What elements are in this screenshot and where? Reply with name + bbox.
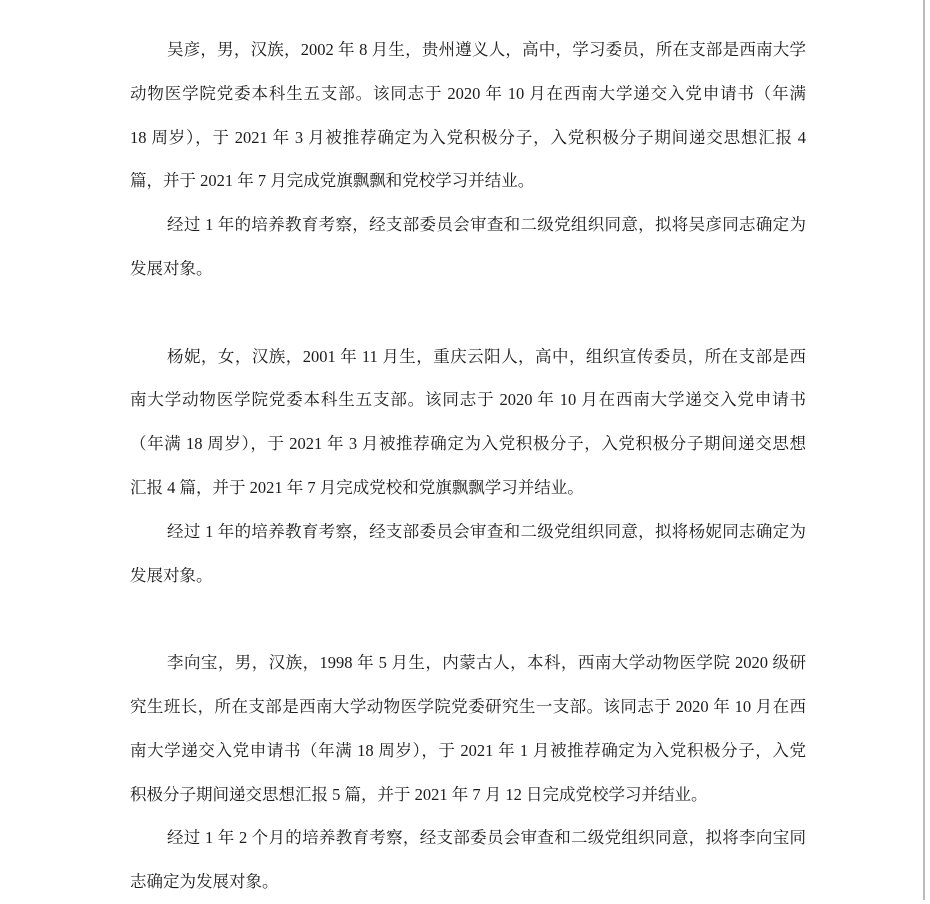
text-line: 经过 1 年 2 个月的培养教育考察，经支部委员会审查和二级党组织同意，拟将李向宝同 <box>167 828 806 848</box>
document-content <box>130 28 806 904</box>
blank-line <box>130 597 806 641</box>
text-line: 经过 1 年的培养教育考察，经支部委员会审查和二级党组织同意，拟将杨妮同志确定为 <box>167 521 806 541</box>
text-line: 积极分子期间递交思想汇报 5 篇，并于 2021 年 7 月 12 日完成党校学习并结业。 <box>130 784 708 804</box>
text-line: 18 周岁），于 2021 年 3 月被推荐确定为入党积极分子，入党积极分子期间递交思想汇报 4 <box>130 127 806 147</box>
text-line: 究生班长，所在支部是西南大学动物医学院党委研究生一支部。该同志于 2020 年 10 月在西 <box>130 696 806 716</box>
paragraph-decision <box>130 203 806 291</box>
text-line: 吴彦，男，汉族，2002 年 8 月生，贵州遵义人，高中，学习委员，所在支部是西南大学 <box>167 40 806 59</box>
paragraph-intro <box>130 641 806 816</box>
text-line: （年满 18 周岁），于 2021 年 3 月被推荐确定为入党积极分子，入党积极分子期间递交思想 <box>130 434 806 454</box>
text-line: 杨妮，女，汉族，2001 年 11 月生，重庆云阳人，高中，组织宣传委员，所在支部是西 <box>167 346 806 366</box>
entry-wu-yan <box>130 28 806 291</box>
entry-li-xiangbao <box>130 641 806 904</box>
text-line: 南大学动物医学院党委本科生五支部。该同志于 2020 年 10 月在西南大学递交入党申请书 <box>130 390 806 410</box>
text-line: 动物医学院党委本科生五支部。该同志于 2020 年 10 月在西南大学递交入党申请书（年满 <box>130 83 806 103</box>
paragraph-decision <box>130 510 806 598</box>
text-line: 李向宝，男，汉族，1998 年 5 月生，内蒙古人，本科，西南大学动物医学院 2020 级研 <box>167 653 806 673</box>
text-line: 发展对象。 <box>130 258 213 278</box>
text-line: 南大学递交入党申请书（年满 18 周岁），于 2021 年 1 月被推荐确定为入党积极分子，入党 <box>130 740 806 760</box>
text-line: 志确定为发展对象。 <box>130 872 279 892</box>
text-line: 发展对象。 <box>130 565 213 585</box>
text-line: 篇，并于 2021 年 7 月完成党旗飘飘和党校学习并结业。 <box>130 171 535 191</box>
text-line: 经过 1 年的培养教育考察，经支部委员会审查和二级党组织同意，拟将吴彦同志确定为 <box>167 215 806 235</box>
text-line: 汇报 4 篇，并于 2021 年 7 月完成党校和党旗飘飘学习并结业。 <box>130 477 584 497</box>
blank-line <box>130 291 806 335</box>
paragraph-decision <box>130 816 806 904</box>
page-edge-line <box>923 0 925 900</box>
paragraph-intro <box>130 28 806 203</box>
paragraph-intro <box>130 335 806 510</box>
entry-yang-ni <box>130 335 806 598</box>
